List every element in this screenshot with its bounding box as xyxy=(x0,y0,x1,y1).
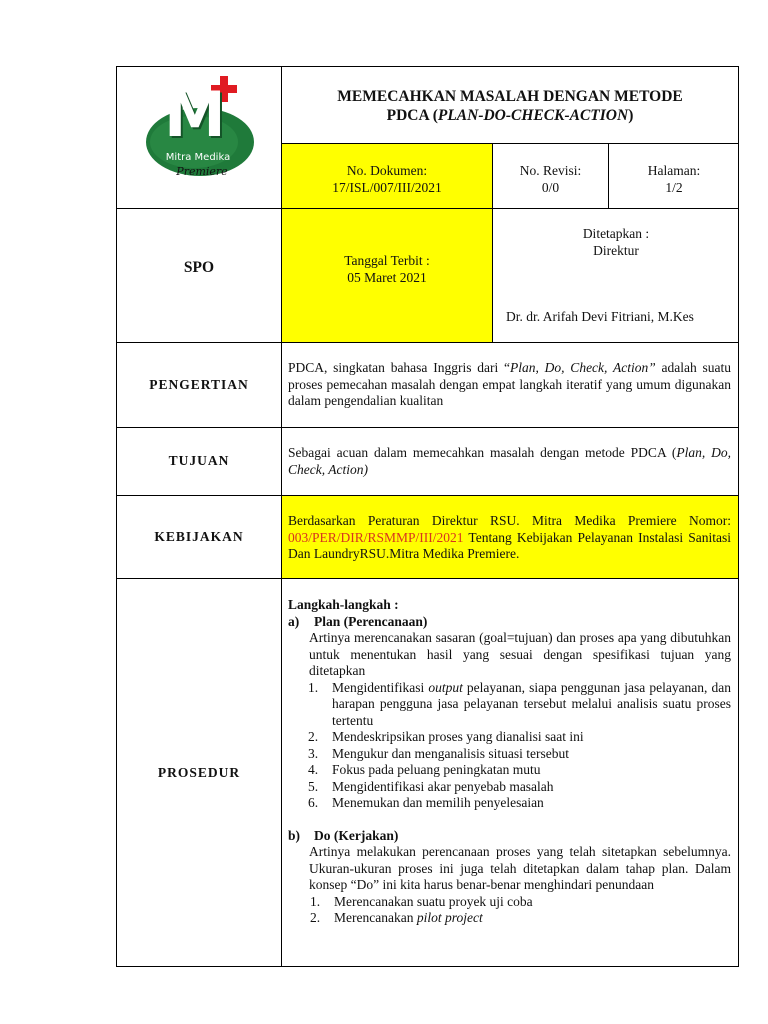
list-item: 2. Merencanakan pilot project xyxy=(310,910,483,925)
issue-date-value: 05 Maret 2021 xyxy=(347,269,427,285)
list-item: 2. Mendeskripsikan proses yang dianalisi saat ini xyxy=(308,729,584,744)
row-divider xyxy=(281,143,739,144)
prosedur-label: PROSEDUR xyxy=(157,765,241,780)
approval xyxy=(493,226,739,259)
issue-date xyxy=(282,253,492,286)
title-line-2: PDCA (PLAN-DO-CHECK-ACTION) xyxy=(386,107,634,124)
revision-value: 0/0 xyxy=(541,179,560,195)
pengertian-text: PDCA, singkatan bahasa Inggris dari “Plan, Do, Check, Action” adalah suatu proses pemecahan masalah dengan empat langkah iteratif yang umum digunakan dalam pengendalian kualitan xyxy=(288,360,731,408)
column-divider xyxy=(281,66,282,967)
row-divider xyxy=(116,208,739,209)
row-divider xyxy=(116,495,739,496)
spo-label: SPO xyxy=(183,259,215,276)
page-number xyxy=(609,163,739,196)
page-label: Halaman: xyxy=(647,163,701,178)
hospital-logo xyxy=(144,70,256,182)
document-number-value: 17/ISL/007/III/2021 xyxy=(332,179,442,195)
do-description: Artinya melakukan perencanaan proses yang telah sitetapkan sebelumnya. Ukuran-ukuran proses ini juga telah ditetapkan dalam tahap plan. Dalam konsep “Do” ini kita harus benar-benar menghindari penundaan xyxy=(309,844,731,892)
list-item: 4. Fokus pada peluang peningkatan mutu xyxy=(308,762,541,777)
kebijakan-text: Berdasarkan Peraturan Direktur RSU. Mitra Medika Premiere Nomor: 003/PER/DIR/RSMMP/III/2021 Tentang Kebijakan Pelayanan Instalasi Sanitasi Dan LaundryRSU.Mitra Medika Premiere. xyxy=(288,513,731,561)
logo-name: Mitra Medika xyxy=(165,152,231,163)
steps-heading: Langkah-langkah : xyxy=(288,597,399,612)
tujuan-text: Sebagai acuan dalam memecahkan masalah dengan metode PDCA (Plan, Do, Check, Action) xyxy=(288,445,731,477)
row-divider xyxy=(116,427,739,428)
regulation-number: 003/PER/DIR/RSMMP/III/2021 xyxy=(288,529,464,545)
plan-description: Artinya merencanakan sasaran (goal=tujuan) dan proses apa yang dibutuhkan untuk menentukan hasil yang sesuai dengan spesifikasi tujuan yang ditetapkan xyxy=(309,630,731,678)
row-divider xyxy=(116,578,739,579)
signatory-name: Dr. dr. Arifah Devi Fitriani, M.Kes xyxy=(506,309,694,324)
list-item: 3. Mengukur dan menganalisis situasi tersebut xyxy=(308,745,569,761)
row-divider xyxy=(116,342,739,343)
logo-tagline: Premiere xyxy=(176,165,228,178)
prosedur-content xyxy=(288,597,731,927)
tujuan-label: TUJUAN xyxy=(168,453,230,468)
do-steps xyxy=(288,894,731,927)
approval-label: Ditetapkan : xyxy=(582,226,650,241)
list-item: 1. Merencanakan suatu proyek uji coba xyxy=(310,893,533,909)
document-number xyxy=(282,163,492,196)
plan-steps xyxy=(288,680,731,812)
document-number-label: No. Dokumen: xyxy=(346,163,428,178)
pengertian-label: PENGERTIAN xyxy=(149,377,249,392)
title-line-1: MEMECAHKAN MASALAH DENGAN METODE xyxy=(337,88,683,105)
plan-heading: a) Plan (Perencanaan) xyxy=(288,613,428,629)
revision-number xyxy=(493,163,608,196)
list-item: 5. Mengidentifikasi akar penyebab masalah xyxy=(308,778,554,794)
kebijakan-label: KEBIJAKAN xyxy=(154,529,244,544)
document-title xyxy=(282,87,738,125)
logo-brand: M xyxy=(164,78,226,151)
list-item: 6. Menemukan dan memilih penyelesaian xyxy=(308,795,544,810)
list-item: 1. Mengidentifikasi output pelayanan, siapa penggunan jasa pelayanan, dan harapan pengguna jasa pelayanan tersebut melalui analisis suatu proses tertentu xyxy=(308,679,732,728)
revision-label: No. Revisi: xyxy=(519,163,582,178)
issue-date-label: Tanggal Terbit : xyxy=(344,253,430,268)
page-value: 1/2 xyxy=(665,179,683,195)
do-heading: b) Do (Kerjakan) xyxy=(288,827,399,843)
approval-role: Direktur xyxy=(593,242,639,258)
